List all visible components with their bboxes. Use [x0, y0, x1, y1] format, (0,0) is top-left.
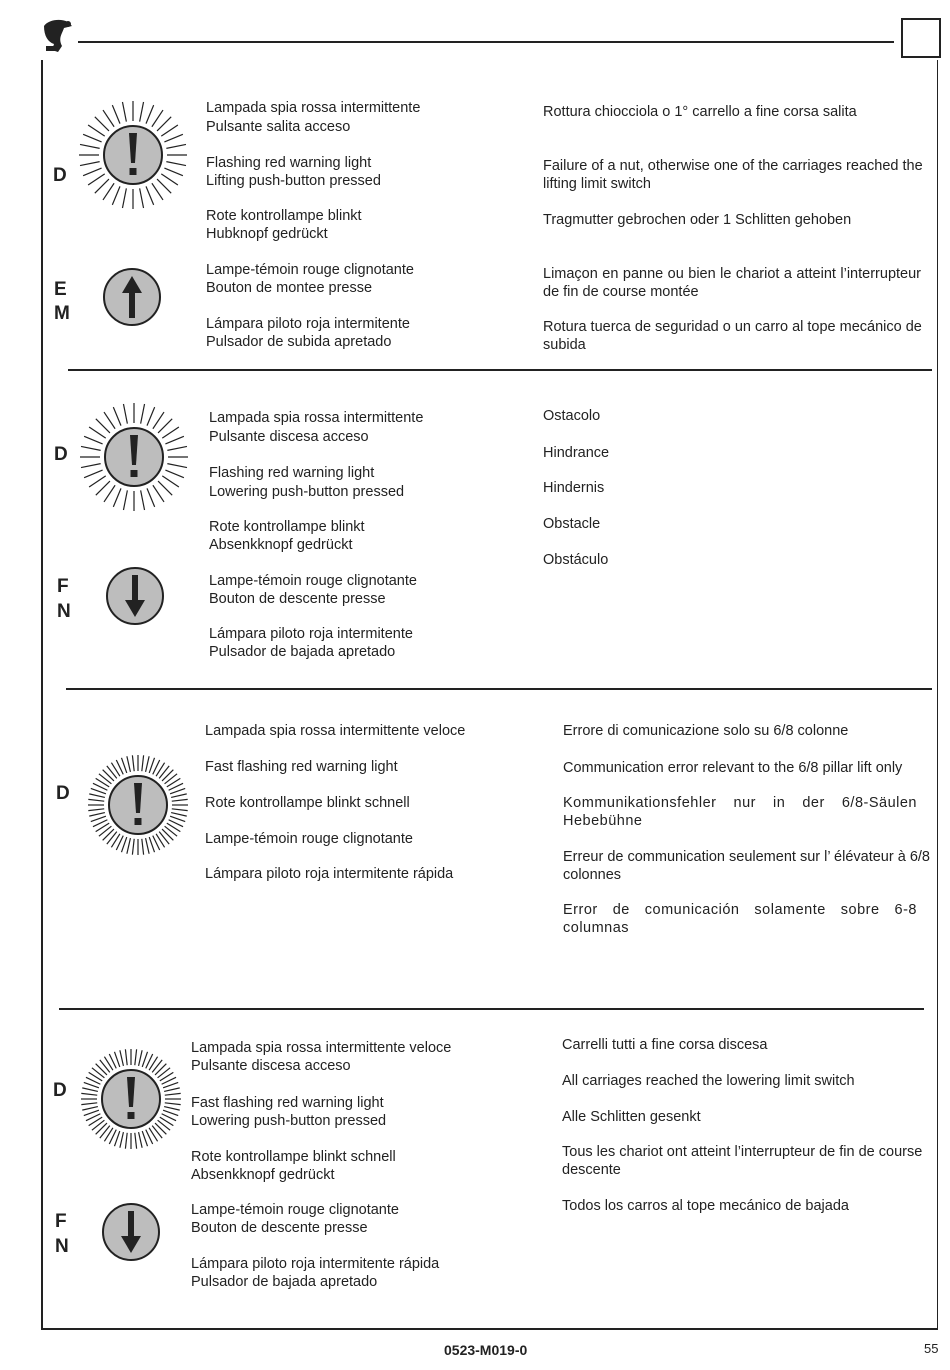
right-text: Communication error relevant to the 6/8 pillar lift only — [563, 760, 903, 776]
letter-d: D — [53, 1080, 67, 1101]
left-line: Lowering push-button pressed — [191, 1113, 387, 1129]
letter-d: D — [54, 444, 68, 465]
letter-f: F — [55, 1211, 67, 1232]
left-line: Pulsante discesa acceso — [209, 429, 369, 445]
right-text: Obstacle — [543, 516, 601, 532]
header-rule — [78, 41, 894, 43]
right-text: Hindrance — [543, 445, 610, 461]
right-text: All carriages reached the lowering limit switch — [562, 1073, 855, 1089]
left-line: Bouton de descente presse — [209, 591, 386, 607]
letter-e: E — [54, 279, 67, 300]
left-line: Rote kontrollampe blinkt schnell — [205, 795, 410, 811]
right-text: Rotura tuerca de seguridad o un carro al tope mecánico de subida — [543, 319, 922, 353]
frame-bottom-rule — [41, 1328, 938, 1330]
left-line: Bouton de descente presse — [191, 1220, 368, 1236]
left-line: Bouton de montee presse — [206, 280, 373, 296]
left-line: Lámpara piloto roja intermitente — [209, 626, 413, 642]
left-line: Flashing red warning light — [209, 465, 375, 481]
right-text: Tragmutter gebrochen oder 1 Schlitten gehoben — [543, 212, 852, 228]
letter-d: D — [53, 165, 67, 186]
right-text: Carrelli tutti a fine corsa discesa — [562, 1037, 768, 1053]
left-line: Hubknopf gedrückt — [206, 226, 328, 242]
right-text: Hindernis — [543, 480, 605, 496]
warning-light-fast-flashing-icon — [76, 1044, 186, 1154]
letter-d: D — [56, 783, 70, 804]
warning-light-flashing-icon — [79, 402, 189, 512]
left-line: Pulsante discesa acceso — [191, 1058, 351, 1074]
right-text: Obstáculo — [543, 552, 609, 568]
right-text: Limaçon en panne ou bien le chariot a atteint l’interrupteur de fin de course montée — [543, 266, 921, 300]
left-line: Pulsador de bajada apretado — [191, 1274, 378, 1290]
left-line: Fast flashing red warning light — [205, 759, 398, 775]
page-number: 55 — [924, 1341, 939, 1356]
right-text: Errore di comunicazione solo su 6/8 colonne — [563, 723, 849, 739]
left-line: Rote kontrollampe blinkt schnell — [191, 1149, 396, 1165]
section-divider — [59, 1008, 924, 1010]
right-text: Kommunikationsfehler nur in der 6/8-Säulen Hebebühne — [563, 795, 917, 829]
left-line: Lampada spia rossa intermittente veloce — [205, 723, 466, 739]
left-line: Fast flashing red warning light — [191, 1095, 384, 1111]
letter-n: N — [55, 1236, 69, 1257]
right-text: Rottura chiocciola o 1° carrello a fine corsa salita — [543, 104, 857, 120]
left-line: Pulsador de bajada apretado — [209, 644, 396, 660]
header-box — [901, 18, 941, 58]
left-line: Lámpara piloto roja intermitente — [206, 316, 410, 332]
letter-m: M — [54, 303, 70, 324]
right-text: Alle Schlitten gesenkt — [562, 1109, 701, 1125]
left-line: Lámpara piloto roja intermitente rápida — [205, 866, 454, 882]
right-text: Todos los carros al tope mecánico de bajada — [562, 1198, 849, 1214]
left-line: Rote kontrollampe blinkt — [206, 208, 362, 224]
left-line: Pulsador de subida apretado — [206, 334, 392, 350]
right-text: Failure of a nut, otherwise one of the carriages reached the lifting limit switch — [543, 158, 923, 192]
header-logo — [38, 16, 78, 56]
right-text: Ostacolo — [543, 408, 601, 424]
left-line: Lampe-témoin rouge clignotante — [206, 262, 414, 278]
frame-left-rule — [41, 60, 43, 1330]
left-line: Lampada spia rossa intermittente veloce — [191, 1040, 452, 1056]
warning-light-flashing-icon — [78, 100, 188, 210]
left-line: Lowering push-button pressed — [209, 484, 405, 500]
right-text: Error de comunicación solamente sobre 6-8 columnas — [563, 902, 917, 936]
letter-f: F — [57, 576, 69, 597]
left-line: Lampada spia rossa intermittente — [206, 100, 421, 116]
right-text: Erreur de communication seulement sur l’ élévateur à 6/8 colonnes — [563, 849, 930, 883]
left-line: Lampe-témoin rouge clignotante — [191, 1202, 399, 1218]
left-line: Flashing red warning light — [206, 155, 372, 171]
document-code: 0523-M019-0 — [444, 1342, 528, 1358]
frame-right-rule — [937, 60, 938, 1330]
lifting-arrow-up-icon — [102, 267, 162, 327]
letter-n: N — [57, 601, 71, 622]
warning-light-fast-flashing-icon — [83, 750, 193, 860]
left-line: Lampe-témoin rouge clignotante — [209, 573, 417, 589]
section-divider — [68, 369, 932, 371]
left-line: Rote kontrollampe blinkt — [209, 519, 365, 535]
lowering-arrow-down-icon — [105, 566, 165, 626]
left-line: Lifting push-button pressed — [206, 173, 381, 189]
left-line: Pulsante salita acceso — [206, 119, 351, 135]
right-text: Tous les chariot ont atteint l’interrupteur de fin de course descente — [562, 1144, 923, 1178]
left-line: Lampada spia rossa intermittente — [209, 410, 424, 426]
section-divider — [66, 688, 932, 690]
left-line: Absenkknopf gedrückt — [209, 537, 353, 553]
lowering-arrow-down-icon — [101, 1202, 161, 1262]
left-line: Absenkknopf gedrückt — [191, 1167, 335, 1183]
left-line: Lampe-témoin rouge clignotante — [205, 831, 413, 847]
left-line: Lámpara piloto roja intermitente rápida — [191, 1256, 440, 1272]
